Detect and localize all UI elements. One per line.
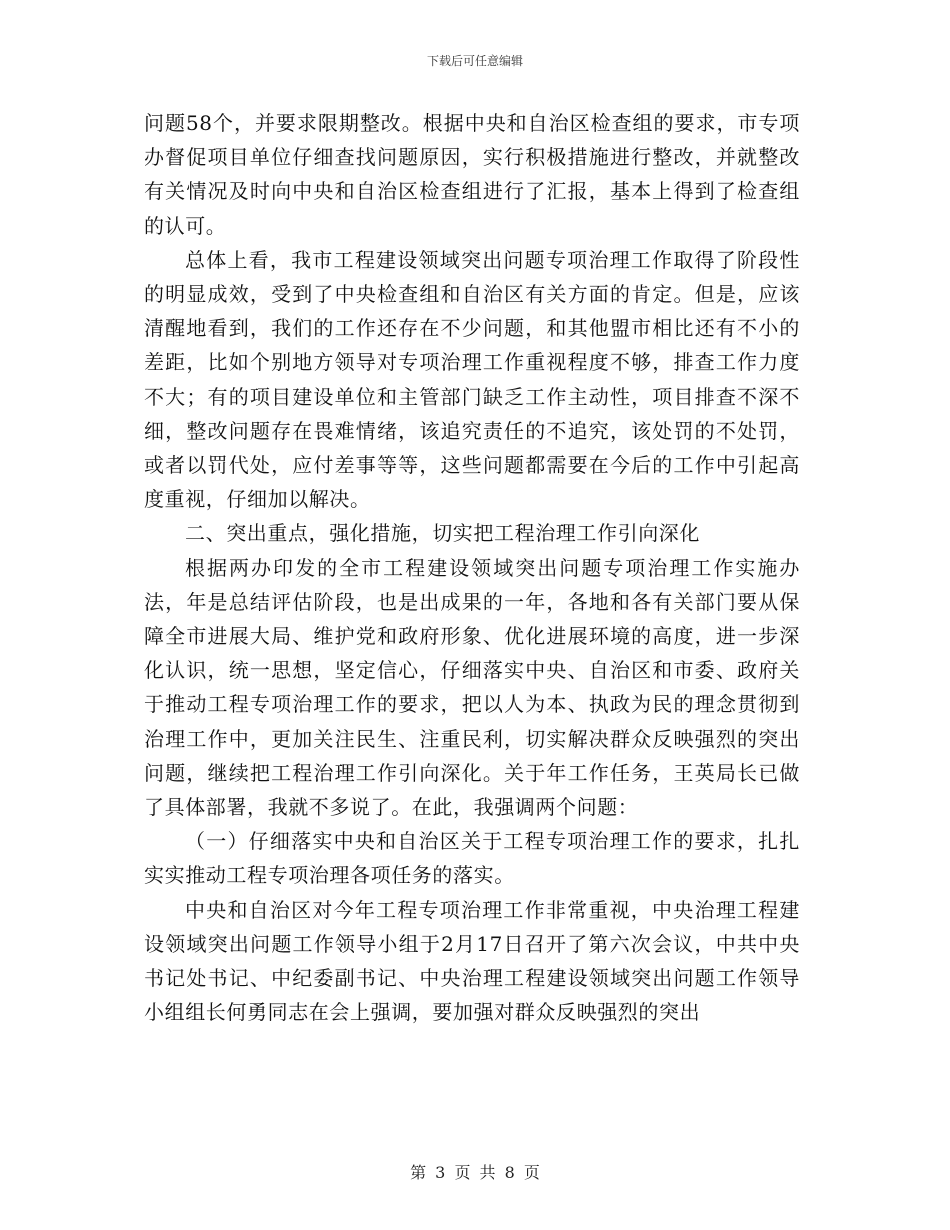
page-header: 下载后可任意编辑 xyxy=(426,54,523,68)
paragraph-4: 中央和自治区对今年工程专项治理工作非常重视，中央治理工程建设领域突出问题工作领导小组于2月17日召开了第六次会议，中共中央书记处书记、中纪委副书记、中央治理工程建设领域突出问题工作领导小组组长何勇同志在会上强调，要加强对群众反映强烈的突出 xyxy=(144,897,800,1025)
document-body xyxy=(144,106,800,1029)
paragraph-2: 总体上看，我市工程建设领域突出问题专项治理工作取得了阶段性的明显成效，受到了中央检查组和自治区有关方面的肯定。但是，应该清醒地看到，我们的工作还存在不少问题，和其他盟市相比还有不小的差距，比如个别地方领导对专项治理工作重视程度不够，排查工作力度不大；有的项目建设单位和主管部门缺乏工作主动性，项目排查不深不细，整改问题存在畏难情绪，该追究责任的不追究，该处罚的不处罚，或者以罚代处，应付差事等等，这些问题都需要在今后的工作中引起高度重视，仔细加以解决。 xyxy=(144,247,800,512)
page-number: 第 3 页 共 8 页 xyxy=(410,1163,540,1182)
paragraph-1: 问题58个，并要求限期整改。根据中央和自治区检查组的要求，市专项办督促项目单位仔细查找问题原因，实行积极措施进行整改，并就整改有关情况及时向中央和自治区检查组进行了汇报，基本上得到了检查组的认可。 xyxy=(144,111,800,238)
paragraph-3: 根据两办印发的全市工程建设领域突出问题专项治理工作实施办法，年是总结评估阶段，也是出成果的一年，各地和各有关部门要从保障全市进展大局、维护党和政府形象、优化进展环境的高度，进一步深化认识，统一思想，坚定信心，仔细落实中央、自治区和市委、政府关于推动工程专项治理工作的要求，把以人为本、执政为民的理念贯彻到治理工作中，更加关注民生、注重民利，切实解决群众反映强烈的突出问题，继续把工程治理工作引向深化。关于年工作任务，王英局长已做了具体部署，我就不多说了。在此，我强调两个问题： xyxy=(144,555,800,820)
subsection-heading: （一）仔细落实中央和自治区关于工程专项治理工作的要求，扎扎实实推动工程专项治理各项任务的落实。 xyxy=(144,829,800,888)
section-heading: 二、突出重点，强化措施，切实把工程治理工作引向深化 xyxy=(185,521,700,546)
